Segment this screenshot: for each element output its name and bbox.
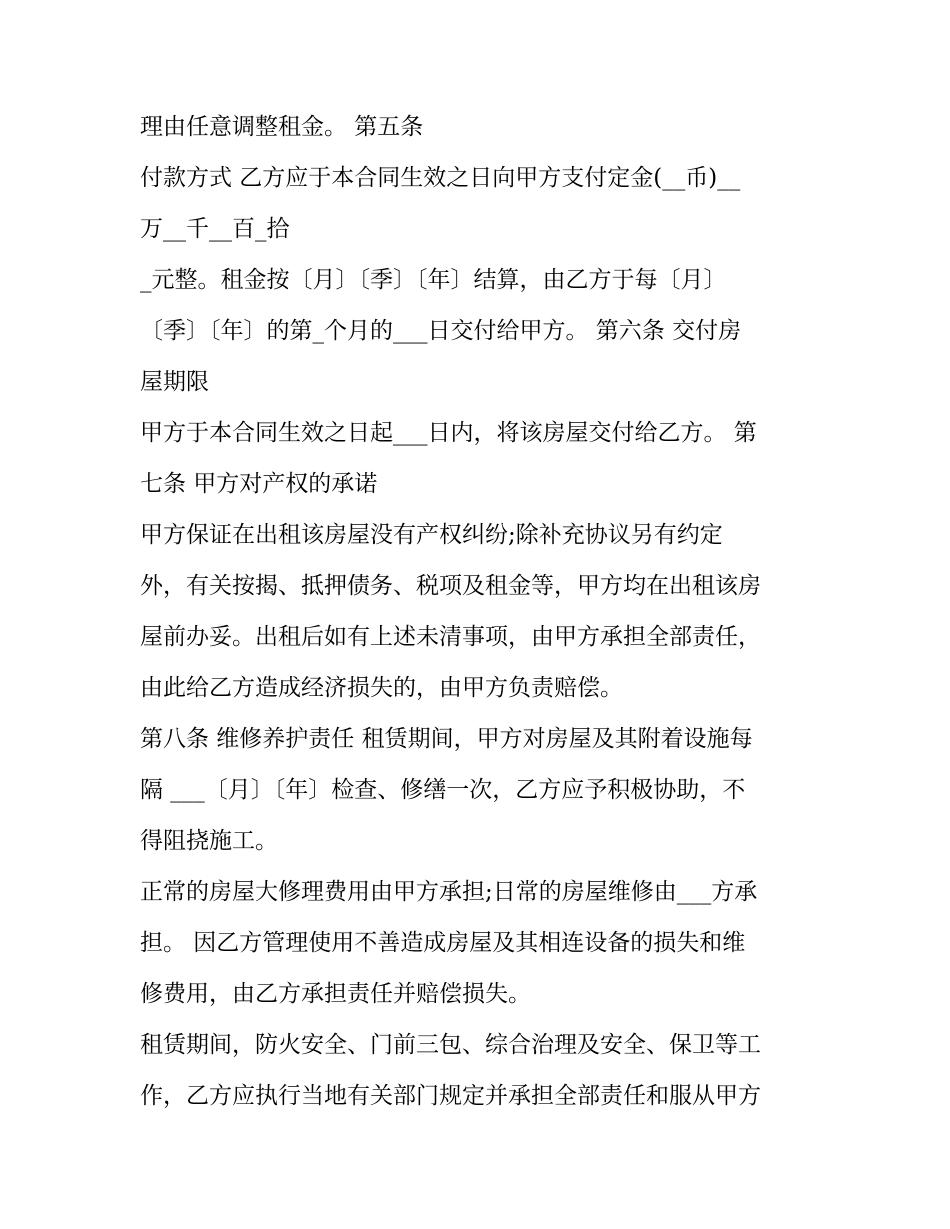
text-line: 隔 ___〔月〕〔年〕检查、修缮一次，乙方应予积极协助，不 bbox=[140, 777, 746, 803]
text-line: 正常的房屋大修理费用由甲方承担;日常的房屋维修由___方承 bbox=[140, 879, 758, 905]
text-line: 理由任意调整租金。 第五条 bbox=[140, 114, 424, 140]
text-line: 七条 甲方对产权的承诺 bbox=[140, 471, 378, 497]
text-line: 由此给乙方造成经济损失的，由甲方负责赔偿。 bbox=[140, 675, 623, 701]
text-line: 万__千__百_拾 bbox=[140, 216, 290, 242]
text-line: 甲方于本合同生效之日起___日内，将该房屋交付给乙方。 第 bbox=[140, 420, 757, 446]
text-line: 修费用，由乙方承担责任并赔偿损失。 bbox=[140, 981, 531, 1007]
text-line: 付款方式 乙方应于本合同生效之日向甲方支付定金(__币)__ bbox=[140, 165, 741, 191]
text-line: 外，有关按揭、抵押债务、税项及租金等，甲方均在出租该房 bbox=[140, 573, 761, 599]
text-line: _元整。租金按〔月〕〔季〕〔年〕结算，由乙方于每〔月〕 bbox=[140, 267, 727, 293]
text-line: 得阻挠施工。 bbox=[140, 828, 278, 854]
text-line: 租赁期间，防火安全、门前三包、综合治理及安全、保卫等工 bbox=[140, 1032, 761, 1058]
text-line: 〔季〕〔年〕的第_个月的___日交付给甲方。 第六条 交付房 bbox=[140, 318, 742, 344]
text-line: 屋期限 bbox=[140, 369, 209, 395]
text-line: 作，乙方应执行当地有关部门规定并承担全部责任和服从甲方 bbox=[140, 1083, 761, 1109]
text-line: 担。 因乙方管理使用不善造成房屋及其相连设备的损失和维 bbox=[140, 930, 746, 956]
text-line: 第八条 维修养护责任 租赁期间，甲方对房屋及其附着设施每 bbox=[140, 726, 753, 752]
text-line: 屋前办妥。出租后如有上述未清事项，由甲方承担全部责任， bbox=[140, 624, 761, 650]
text-line: 甲方保证在出租该房屋没有产权纠纷;除补充协议另有约定 bbox=[140, 522, 723, 548]
contract-text bbox=[140, 102, 830, 1122]
